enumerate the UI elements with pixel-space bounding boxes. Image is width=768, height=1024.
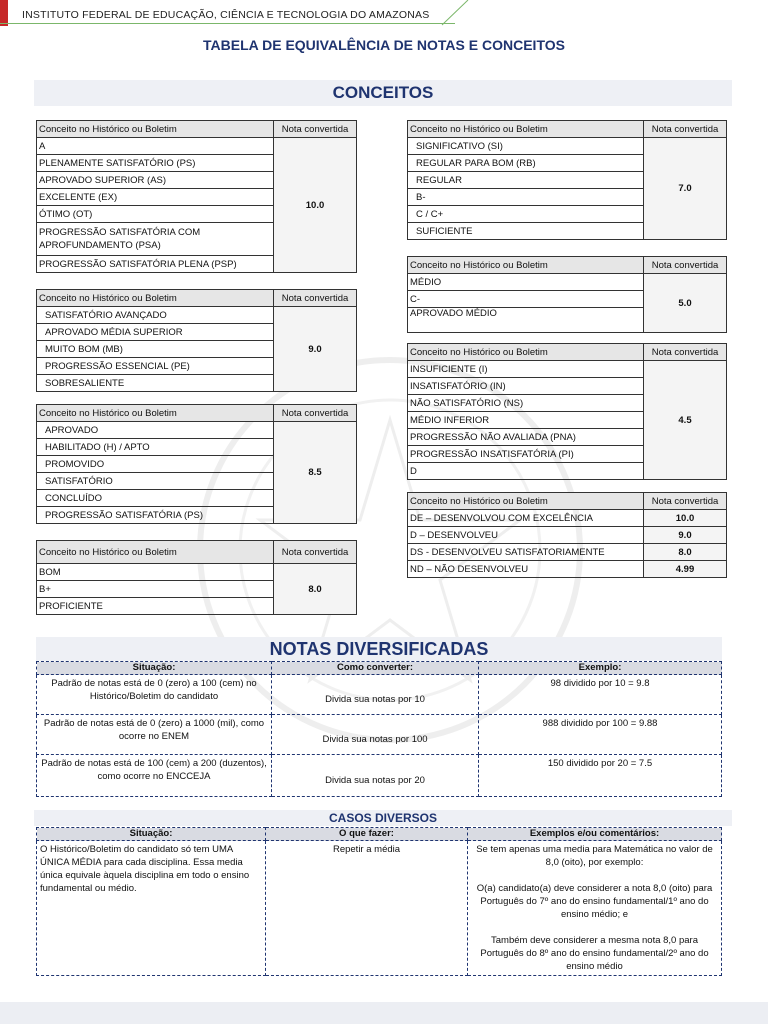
notas-exemplo: 150 dividido por 20 = 7.5 xyxy=(479,755,722,797)
conceito-item: MUITO BOM (MB) xyxy=(37,341,274,358)
nota-value: 9.0 xyxy=(644,527,727,544)
casos-header-exemplos: Exemplos e/ou comentários: xyxy=(468,828,722,841)
conceito-item: MÉDIO INFERIOR xyxy=(408,412,644,429)
conceito-item: REGULAR PARA BOM (RB) xyxy=(408,155,644,172)
conceito-item: D – DESENVOLVEU xyxy=(408,527,644,544)
nota-value: 8.0 xyxy=(644,544,727,561)
conceito-item: PROGRESSÃO SATISFATÓRIA (PS) xyxy=(37,507,274,524)
notas-situacao: Padrão de notas está de 0 (zero) a 1000 (mil), como ocorre no ENEM xyxy=(37,715,272,755)
conceito-item: SATISFATÓRIO xyxy=(37,473,274,490)
conceito-item: PROGRESSÃO NÃO AVALIADA (PNA) xyxy=(408,429,644,446)
casos-fazer: Repetir a média xyxy=(266,841,468,976)
nota-value: 9.0 xyxy=(274,307,357,392)
conceito-item: APROVADO MÉDIO xyxy=(408,308,644,333)
nota-value: 8.5 xyxy=(274,422,357,524)
page-title: TABELA DE EQUIVALÊNCIA DE NOTAS E CONCEITOS xyxy=(203,37,565,53)
footer-band xyxy=(0,1002,768,1024)
conceito-item: INSATISFATÓRIO (IN) xyxy=(408,378,644,395)
casos-exemplo-2: O(a) candidato(a) deve considerer a nota 8,0 (oito) para Português do 7º ano do ensino fundamental/1º ano do ensino médio; e xyxy=(476,883,713,920)
header-nota: Nota convertida xyxy=(644,493,727,510)
conceito-item: ND – NÃO DESENVOLVEU xyxy=(408,561,644,578)
notas-exemplo: 988 dividido por 100 = 9.88 xyxy=(479,715,722,755)
table-nota-8-5 xyxy=(36,404,357,524)
casos-exemplo-3: Também deve considerer a mesma nota 8,0 para Português do 8º ano do ensino fundamental/2º ano do ensino médio xyxy=(480,935,709,972)
header-accent xyxy=(440,0,470,26)
conceito-item: B- xyxy=(408,189,644,206)
casos-heading: CASOS DIVERSOS xyxy=(34,810,732,826)
conceito-item: HABILITADO (H) / APTO xyxy=(37,439,274,456)
notas-situacao: Padrão de notas está de 0 (zero) a 100 (cem) no Histórico/Boletim do candidato xyxy=(37,675,272,715)
table-nota-5 xyxy=(407,256,727,333)
casos-header-fazer: O que fazer: xyxy=(266,828,468,841)
casos-exemplo-1: Se tem apenas uma media para Matemática no valor de 8,0 (oito), por exemplo: xyxy=(476,844,713,868)
notas-heading: NOTAS DIVERSIFICADAS xyxy=(269,639,489,659)
conceito-item: PLENAMENTE SATISFATÓRIO (PS) xyxy=(37,155,274,172)
nota-value: 8.0 xyxy=(274,564,357,615)
conceito-item: C / C+ xyxy=(408,206,644,223)
conceito-item: APROVADO MÉDIA SUPERIOR xyxy=(37,324,274,341)
header-conceito: Conceito no Histórico ou Boletim xyxy=(408,257,644,274)
conceito-item: PROFICIENTE xyxy=(37,598,274,615)
conceito-item: MÉDIO xyxy=(408,274,644,291)
conceito-item: PROGRESSÃO INSATISFATÓRIA (PI) xyxy=(408,446,644,463)
conceito-item: EXCELENTE (EX) xyxy=(37,189,274,206)
nota-value: 7.0 xyxy=(644,138,727,240)
conceito-item: BOM xyxy=(37,564,274,581)
nota-value: 10.0 xyxy=(274,138,357,273)
notas-header-exemplo: Exemplo: xyxy=(479,662,722,675)
conceito-item: REGULAR xyxy=(408,172,644,189)
conceito-item: PROGRESSÃO ESSENCIAL (PE) xyxy=(37,358,274,375)
notas-converter: Divida sua notas por 10 xyxy=(272,675,479,715)
conceito-item: APROVADO SUPERIOR (AS) xyxy=(37,172,274,189)
conceito-item: SIGNIFICATIVO (SI) xyxy=(408,138,644,155)
table-nota-7 xyxy=(407,120,727,240)
header-conceito: Conceito no Histórico ou Boletim xyxy=(408,121,644,138)
table-desenvolvimento xyxy=(407,492,727,578)
header-nota: Nota convertida xyxy=(274,541,357,564)
header-conceito: Conceito no Histórico ou Boletim xyxy=(37,290,274,307)
notas-converter: Divida sua notas por 100 xyxy=(272,715,479,755)
institution-name: INSTITUTO FEDERAL DE EDUCAÇÃO, CIÊNCIA E TECNOLOGIA DO AMAZONAS xyxy=(22,9,430,21)
conceito-item: ÓTIMO (OT) xyxy=(37,206,274,223)
conceito-item: DE – DESENVOLVOU COM EXCELÊNCIA xyxy=(408,510,644,527)
notas-exemplo: 98 dividido por 10 = 9.8 xyxy=(479,675,722,715)
conceito-item: INSUFICIENTE (I) xyxy=(408,361,644,378)
conceitos-heading: CONCEITOS xyxy=(34,80,732,106)
table-nota-9 xyxy=(36,289,357,392)
conceito-item: PROGRESSÃO SATISFATÓRIA COM APROFUNDAMENTO (PSA) xyxy=(37,223,274,256)
conceito-item: PROMOVIDO xyxy=(37,456,274,473)
nota-value: 4.5 xyxy=(644,361,727,480)
header-nota: Nota convertida xyxy=(644,344,727,361)
nota-value: 10.0 xyxy=(644,510,727,527)
conceito-item: CONCLUÍDO xyxy=(37,490,274,507)
table-nota-8 xyxy=(36,540,357,615)
conceito-item: APROVADO xyxy=(37,422,274,439)
header-conceito: Conceito no Histórico ou Boletim xyxy=(37,121,274,138)
conceito-item: B+ xyxy=(37,581,274,598)
casos-exemplos xyxy=(468,841,722,976)
header-nota: Nota convertida xyxy=(274,121,357,138)
conceito-item: PROGRESSÃO SATISFATÓRIA PLENA (PSP) xyxy=(37,256,274,273)
table-nota-10 xyxy=(36,120,357,273)
conceito-item: SUFICIENTE xyxy=(408,223,644,240)
header-nota: Nota convertida xyxy=(644,257,727,274)
conceito-item: C- xyxy=(408,291,644,308)
conceito-item: D xyxy=(408,463,644,480)
nota-value: 5.0 xyxy=(644,274,727,333)
header-divider xyxy=(0,23,455,24)
conceito-item: A xyxy=(37,138,274,155)
header-conceito: Conceito no Histórico ou Boletim xyxy=(37,405,274,422)
conceito-item: NÃO SATISFATÓRIO (NS) xyxy=(408,395,644,412)
header-conceito: Conceito no Histórico ou Boletim xyxy=(408,493,644,510)
header-conceito: Conceito no Histórico ou Boletim xyxy=(37,541,274,564)
header-nota: Nota convertida xyxy=(274,405,357,422)
table-nota-4-5 xyxy=(407,343,727,480)
notas-table xyxy=(36,661,722,797)
casos-header-situacao: Situação: xyxy=(37,828,266,841)
casos-situacao: O Histórico/Boletim do candidato só tem UMA ÚNICA MÉDIA para cada disciplina. Essa media única equivale àquela disciplina em todo o ensino fundamental ou médio. xyxy=(37,841,266,976)
nota-value: 4.99 xyxy=(644,561,727,578)
conceito-item: SOBRESALIENTE xyxy=(37,375,274,392)
header-nota: Nota convertida xyxy=(274,290,357,307)
notas-header-situacao: Situação: xyxy=(37,662,272,675)
notas-situacao: Padrão de notas está de 100 (cem) a 200 (duzentos), como ocorre no ENCCEJA xyxy=(37,755,272,797)
notas-converter: Divida sua notas por 20 xyxy=(272,755,479,797)
notas-header-converter: Como converter: xyxy=(272,662,479,675)
conceito-item: SATISFATÓRIO AVANÇADO xyxy=(37,307,274,324)
header-nota: Nota convertida xyxy=(644,121,727,138)
header-conceito: Conceito no Histórico ou Boletim xyxy=(408,344,644,361)
conceito-item: DS - DESENVOLVEU SATISFATORIAMENTE xyxy=(408,544,644,561)
casos-table xyxy=(36,827,722,976)
